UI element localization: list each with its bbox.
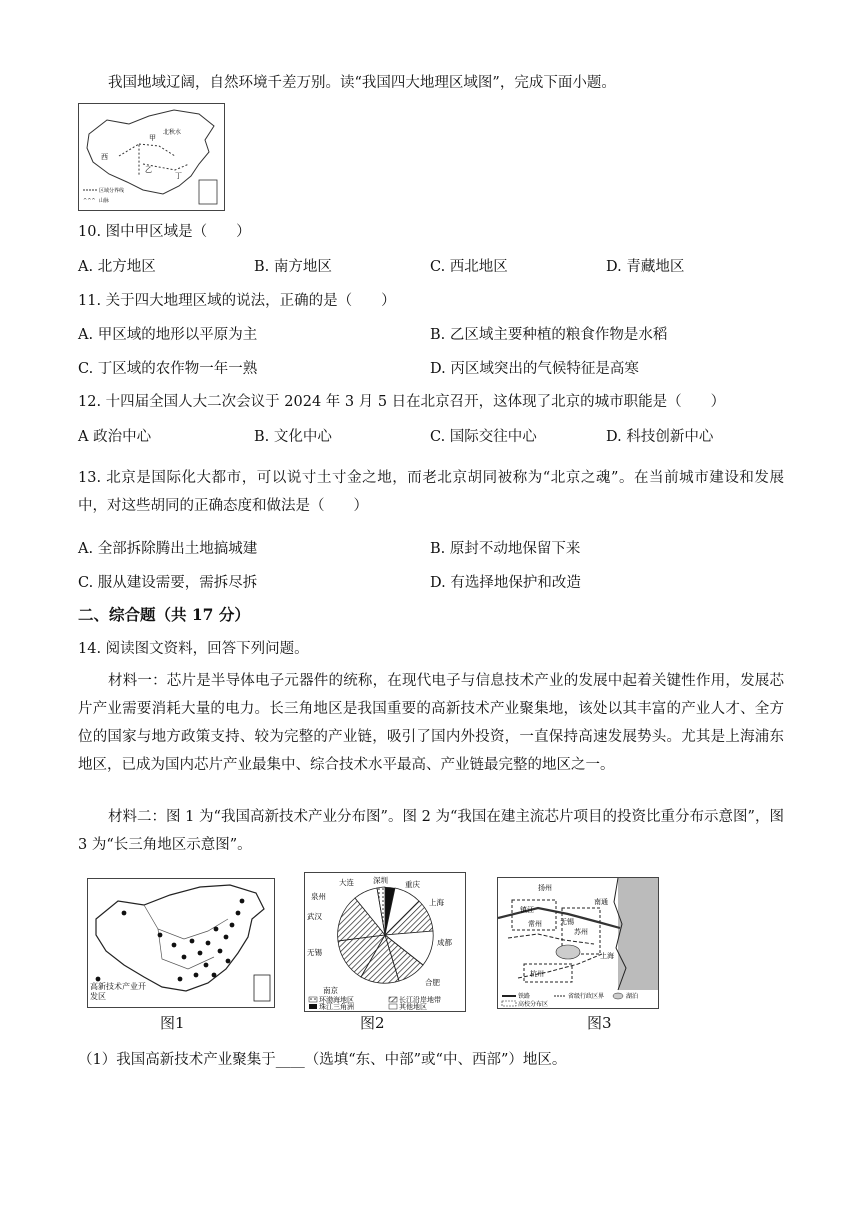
fig3-label-yangzhou: 扬州 [538,884,552,892]
q11-stem: 11. 关于四大地理区域的说法，正确的是（ ） [78,293,396,309]
fig2-caption: 图2 [360,1014,385,1032]
pie-label-hefei: 合肥 [425,978,440,987]
fig2-pie-chart [304,872,466,1012]
pie-label-nanjing: 南京 [323,986,338,995]
fig1-map [87,878,275,1008]
q13-option-d[interactable]: D. 有选择地保护和改造 [430,575,581,591]
q14-sub1: （1）我国高新技术产业聚集于____（选填“东、中部”或“中、西部”）地区。 [78,1052,567,1068]
q14-material2: 材料二：图 1 为“我国高新技术产业分布图”。图 2 为“我国在建主流芯片项目的投资比重分布示意图”，图 3 为“长三角地区示意图”。 [78,809,784,853]
map-label-beiqinshui: 北秋水 [163,129,182,136]
fig3-label-nantong: 南通 [594,898,608,906]
pie-legend-bohai: 环渤海地区 [319,996,354,1004]
q14-stem: 14. 阅读图文资料，回答下列问题。 [78,641,309,657]
fig3-label-wuxi: 无锡 [560,918,574,926]
q11-option-d[interactable]: D. 丙区域突出的气候特征是高寒 [430,361,639,377]
q12-option-a[interactable]: A 政治中心 [78,429,152,445]
q14-material1: 材料一：芯片是半导体电子元器件的统称，在现代电子与信息技术产业的发展中起着关键性作用，发展芯片产业需要消耗大量的电力。长三角地区是我国重要的高新技术产业聚集地，该处以其丰富的产业人才、全方位的国家与地方政策支持、较为完整的产业链，吸引了国内外投资，一直保持高速发展势头。尤其是上海浦东地区，已成为国内芯片产业最集中、综合技术水平最高、产业链最完整的地区之一。 [78,673,784,773]
q10-option-a[interactable]: A. 北方地区 [78,259,156,275]
fig3-label-suzhou: 苏州 [574,928,588,936]
q10-option-d[interactable]: D. 青藏地区 [606,259,685,275]
fig3-label-zhenjiang: 镇江 [520,906,534,914]
fig3-svg [498,878,658,1008]
q12-option-c[interactable]: C. 国际交往中心 [430,429,537,445]
pie-label-chongqing: 重庆 [405,880,420,889]
pie-label-shanghai: 上海 [429,898,444,907]
fig3-map [497,877,659,1009]
map-label-jia: 甲 [149,134,156,142]
fig3-legend-university: 高校分布区 [518,1001,549,1008]
fig1-legend: 高新技术产业开发区 [90,982,146,1001]
map-legend-mountain: 山脉 [99,198,110,204]
pie-label-wuhan: 武汉 [307,912,322,921]
fig2-svg [305,873,465,1011]
pie-label-dalian: 大连 [339,878,354,887]
four-regions-map-svg [79,104,224,210]
pie-legend-yangtze: 长江沿岸地带 [399,996,441,1004]
q12-option-b[interactable]: B. 文化中心 [254,429,332,445]
fig1-caption: 图1 [160,1014,185,1032]
map-label-west: 西 [101,153,108,161]
pie-label-quanzhou: 泉州 [311,892,326,901]
fig3-legend-lake: 湖泊 [626,993,639,1000]
pie-label-chengdu: 成都 [437,938,452,947]
q13-stem: 13. 北京是国际化大都市，可以说寸土寸金之地，而老北京胡同被称为“北京之魂”。在当前城市建设和发展中，对这些胡同的正确态度和做法是（ ） [78,470,784,514]
fig3-caption: 图3 [587,1014,612,1032]
svg-text:^^^: ^^^ [83,198,96,204]
section2-heading: 二、综合题（共 17 分） [78,605,250,624]
q13-option-c[interactable]: C. 服从建设需要，需拆尽拆 [78,575,258,591]
fig3-label-shanghai: 上海 [600,952,614,960]
q10-option-c[interactable]: C. 西北地区 [430,259,508,275]
q12-stem: 12. 十四届全国人大二次会议于 2024 年 3 月 5 日在北京召开，这体现了北京的城市职能是（ ） [78,394,726,410]
map-label-yi: 乙 [145,166,152,174]
q12-option-d[interactable]: D. 科技创新中心 [606,429,714,445]
pie-legend-other: 其他地区 [399,1003,427,1011]
pie-label-shenzhen: 深圳 [373,876,388,885]
q11-option-b[interactable]: B. 乙区域主要种植的粮食作物是水稻 [430,327,668,343]
fig3-label-hangzhou: 杭州 [530,970,544,978]
q11-option-c[interactable]: C. 丁区域的农作物一年一熟 [78,361,258,377]
q10-option-b[interactable]: B. 南方地区 [254,259,332,275]
q13-option-b[interactable]: B. 原封不动地保留下来 [430,541,581,557]
map-legend-boundary: 区域分界线 [99,188,125,194]
intro-text: 我国地域辽阔，自然环境千差万别。读“我国四大地理区域图”，完成下面小题。 [108,75,616,91]
pie-label-wuxi: 无锡 [307,948,322,957]
q10-stem: 10. 图中甲区域是（ ） [78,224,251,240]
q11-option-a[interactable]: A. 甲区域的地形以平原为主 [78,327,258,343]
map-label-ding: 丁 [175,172,182,180]
fig3-legend-railway: 铁路 [518,993,531,1000]
four-regions-map [78,103,225,211]
fig3-label-changzhou: 常州 [528,920,542,928]
fig3-legend-provincial: 省级行政区界 [568,993,605,1000]
q13-option-a[interactable]: A. 全部拆除腾出土地搞城建 [78,541,258,557]
pie-legend-pearl: 珠江三角洲 [319,1003,354,1011]
